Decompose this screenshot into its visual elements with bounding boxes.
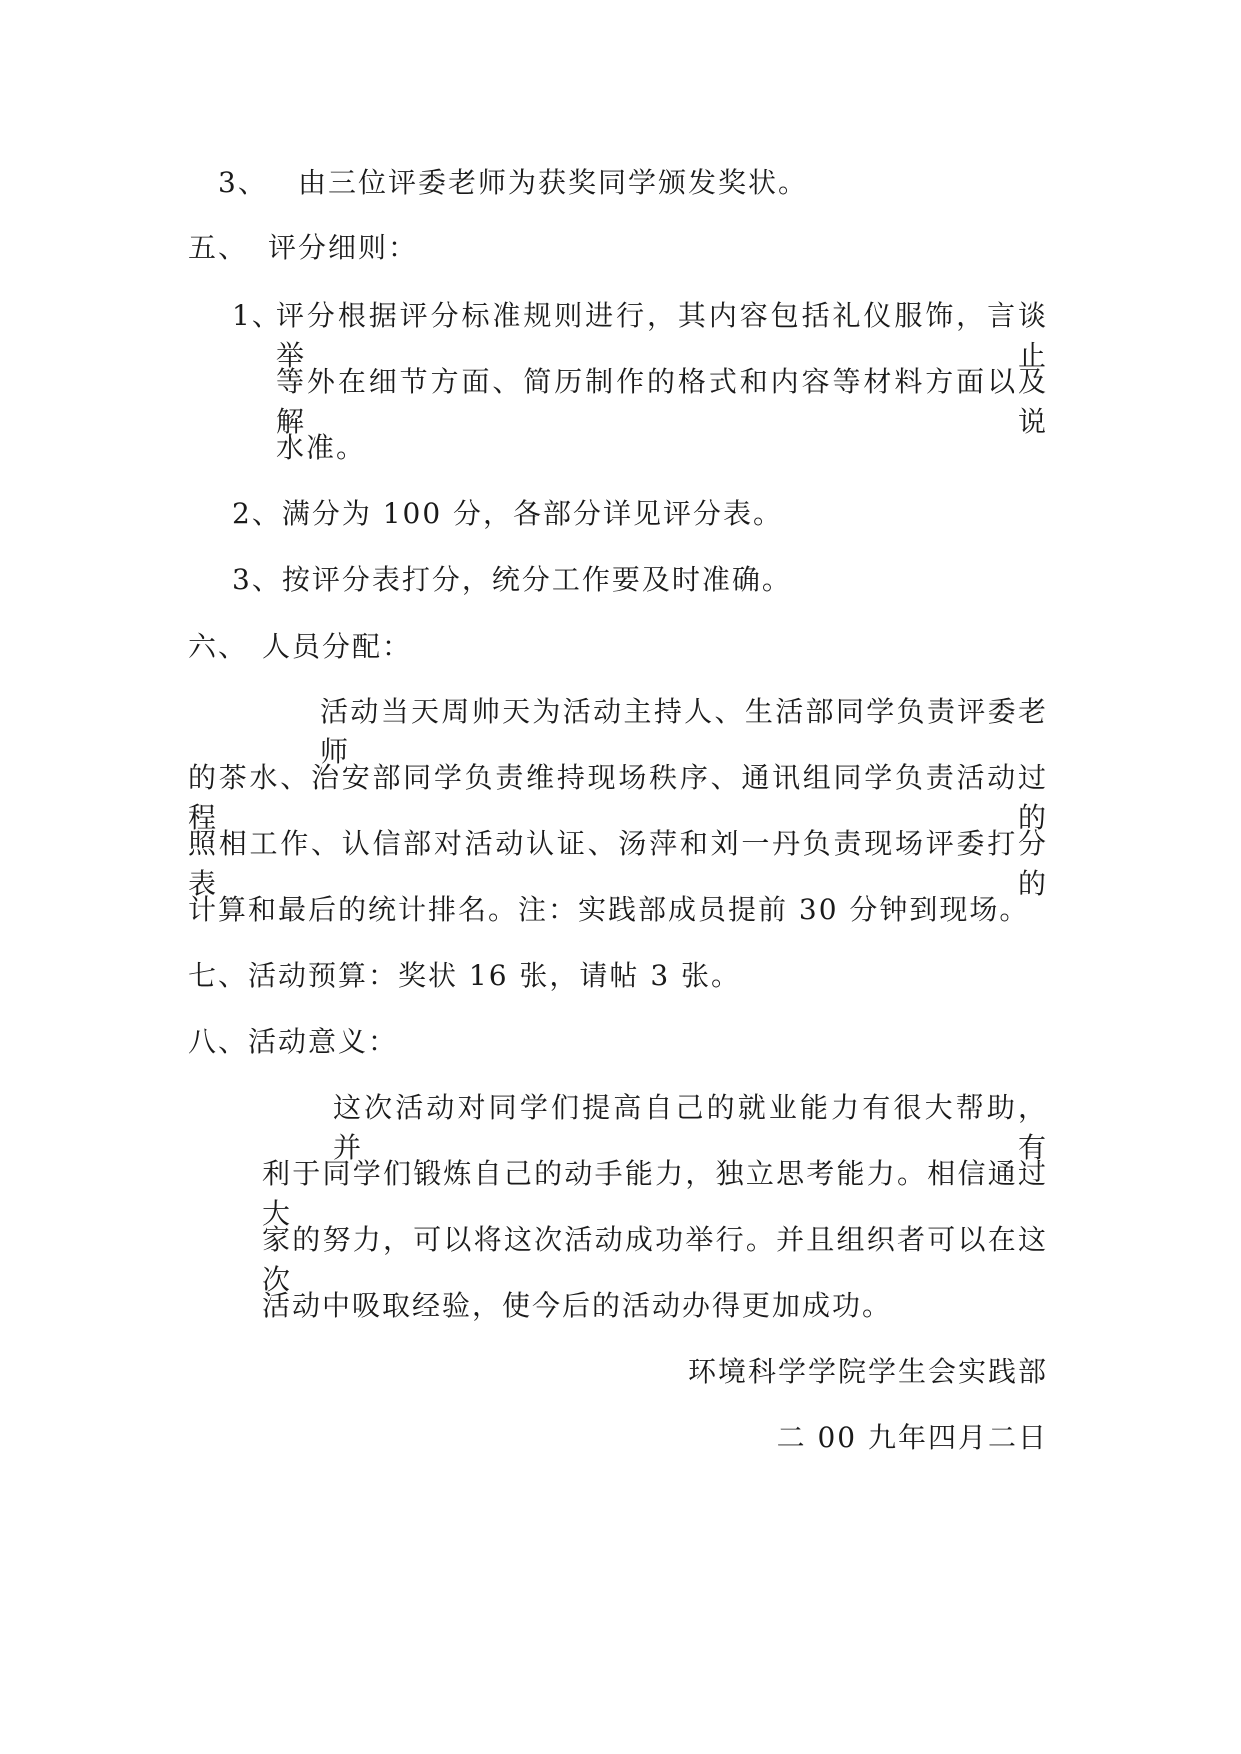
section8-line1: 这次活动对同学们提高自己的就业能力有很大帮助，并有 — [333, 1091, 1048, 1164]
signature-organization: 环境科学学院学生会实践部 — [687, 1355, 1048, 1388]
section8-line2: 利于同学们锻炼自己的动手能力，独立思考能力。相信通过大 — [262, 1157, 1048, 1230]
section6-line2: 的茶水、治安部同学负责维持现场秩序、通讯组同学负责活动过程的 — [188, 761, 1048, 834]
section6-line4: 计算和最后的统计排名。注：实践部成员提前 30 分钟到现场。 — [188, 893, 1030, 926]
section5-item3: 3、按评分表打分，统分工作要及时准确。 — [232, 563, 792, 596]
section5-item1-number: 1、 — [232, 299, 282, 332]
section5-item1-line1: 评分根据评分标准规则进行，其内容包括礼仪服饰，言谈举止 — [276, 299, 1048, 372]
section5-item2: 2、满分为 100 分，各部分详见评分表。 — [232, 497, 784, 530]
award-item-text: 由三位评委老师为获奖同学颁发奖状。 — [298, 166, 809, 199]
section6-heading-text: 人员分配： — [262, 630, 413, 663]
section6-line3: 照相工作、认信部对活动认证、汤萍和刘一丹负责现场评委打分表的 — [188, 827, 1048, 900]
section6-line1: 活动当天周帅天为活动主持人、生活部同学负责评委老师 — [320, 695, 1048, 768]
section7-text: 七、活动预算：奖状 16 张，请帖 3 张。 — [188, 959, 742, 992]
section8-line3: 家的努力，可以将这次活动成功举行。并且组织者可以在这次 — [262, 1223, 1048, 1296]
section5-heading-number: 五、 — [188, 231, 249, 264]
award-item-number: 3、 — [218, 166, 268, 199]
signature-date: 二 00 九年四月二日 — [776, 1421, 1048, 1454]
section5-item1-line2: 等外在细节方面、简历制作的格式和内容等材料方面以及解说 — [276, 365, 1048, 438]
section5-heading-text: 评分细则： — [268, 231, 419, 264]
section5-item1-line3: 水准。 — [276, 431, 367, 464]
section6-heading-number: 六、 — [188, 630, 249, 663]
section8-heading: 八、活动意义： — [188, 1025, 399, 1058]
section8-line4: 活动中吸取经验，使今后的活动办得更加成功。 — [262, 1289, 893, 1322]
